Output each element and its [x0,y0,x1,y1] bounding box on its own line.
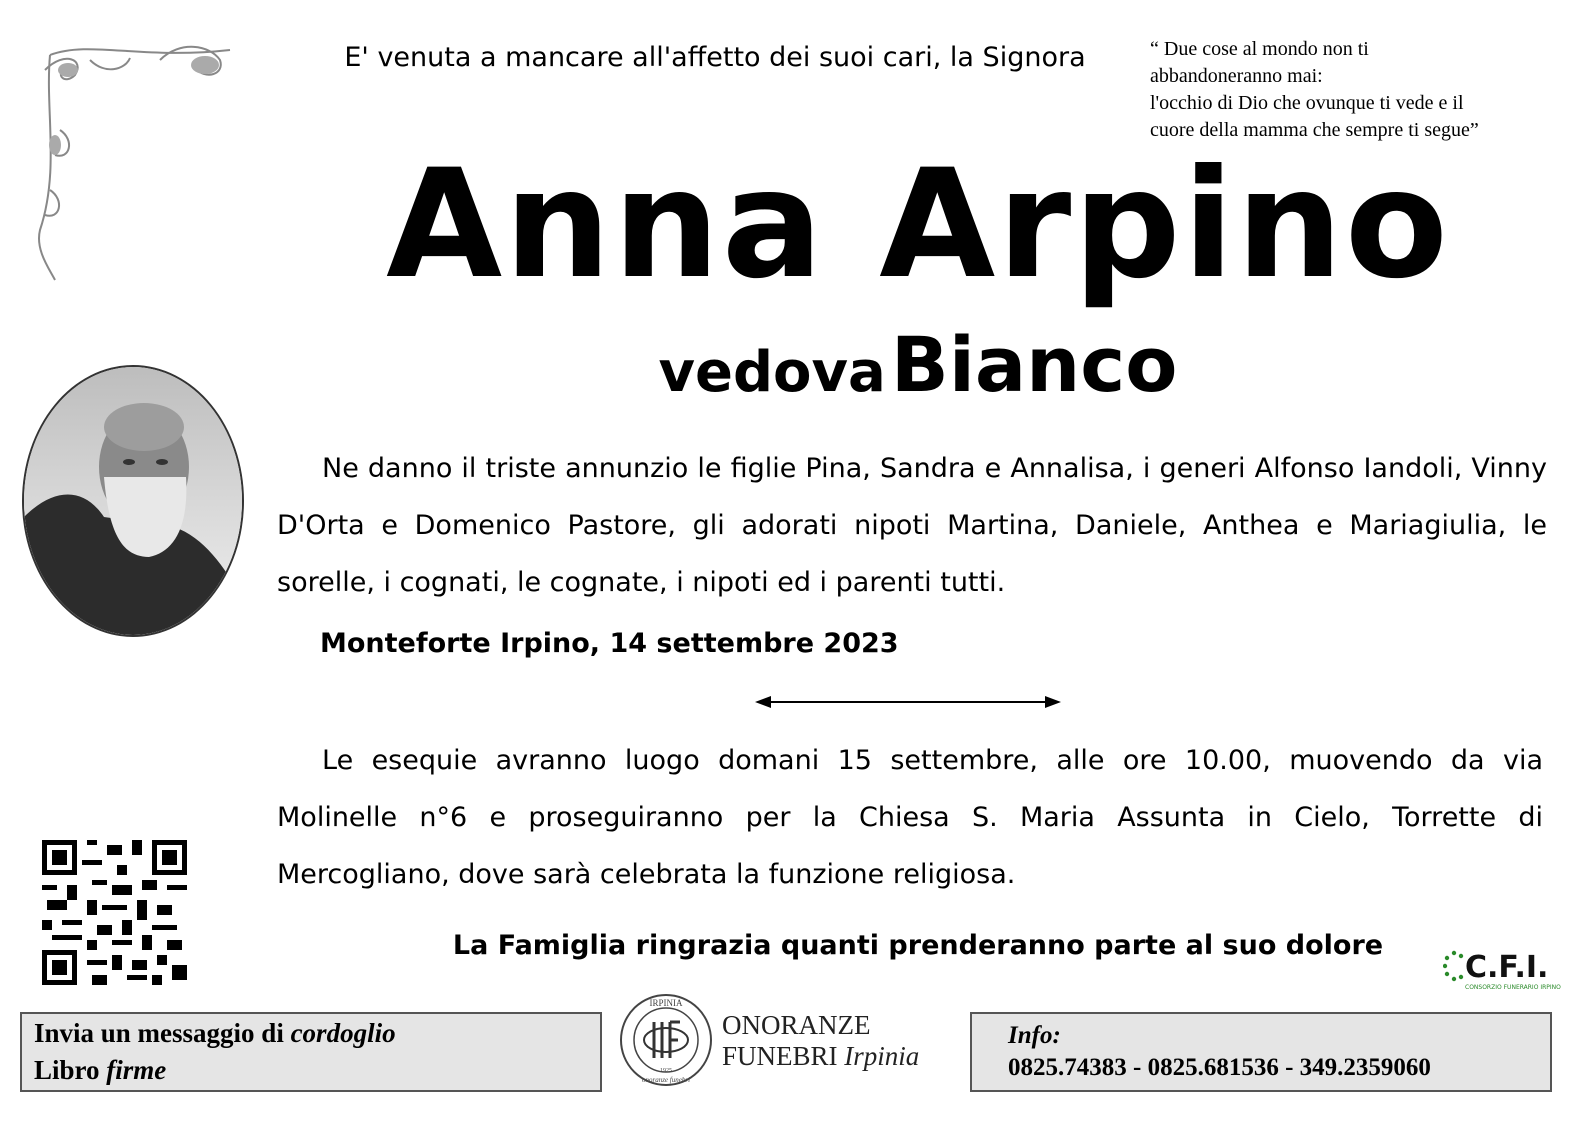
agency-line2: FUNEBRI Irpinia [722,1041,920,1071]
agency-seal-icon [618,992,714,1088]
married-name [300,315,1536,436]
agency-line1: ONORANZE [722,1010,871,1040]
announcement-paragraph: Ne danno il triste annunzio le figlie Pina, Sandra e Annalisa, i generi Alfonso Iandoli, Vinny D'Orta e Domenico Pastore, gli adorati nipoti Martina, Daniele, Anthea e Mariagiulia, le sorelle, i cognati, le cognate, i nipoti ed i parenti tutti. [277,453,1547,598]
guestbook-link[interactable]: Libro firme [34,1055,167,1085]
cfi-dots-icon [1443,950,1465,982]
quote-text: “ Due cose al mondo non ti abbandoneranno mai: l'occhio di Dio che ovunque ti vede e il cuore della mamma che sempre ti segue” [1150,38,1479,141]
deceased-name: Anna Arpino [386,138,1450,312]
info-label: Info: [1008,1022,1061,1049]
place-date: Monteforte Irpino, 14 settembre 2023 [320,628,899,659]
cfi-subtitle: CONSORZIO FUNERARIO IRPINO [1465,984,1561,991]
married-surname: Bianco [890,320,1178,409]
seal-year-text: 1925 [660,1068,672,1074]
double-arrow-icon [755,690,1065,714]
seal-top-text: IRPINIA [649,998,683,1008]
married-name-prefix: vedova [658,340,886,405]
qr-code-icon[interactable] [42,840,187,985]
intro-text: E' venuta a mancare all'affetto dei suoi cari, la Signora [344,42,1086,73]
info-phones[interactable]: 0825.74383 - 0825.681536 - 349.2359060 [1008,1054,1431,1081]
thanks-text: La Famiglia ringrazia quanti prenderanno parte al suo dolore [452,930,1384,961]
seal-bottom-text: onoranze funebri [641,1076,691,1084]
funeral-paragraph: Le esequie avranno luogo domani 15 settembre, alle ore 10.00, muovendo da via Molinelle n°6 e proseguiranno per la Chiesa S. Maria Assunta in Cielo, Torrette di Mercogliano, dove sarà celebrata la funzione religiosa. [277,745,1543,890]
condolence-link[interactable]: Invia un messaggio di cordoglio [34,1018,396,1048]
agency-name [722,1010,919,1072]
portrait-icon [24,367,242,635]
condolence-box[interactable] [20,1012,602,1092]
cfi-logo-text: C.F.I. [1465,950,1549,985]
portrait-photo [22,365,244,637]
info-box [970,1012,1552,1092]
corner-ornament-icon [30,30,240,285]
